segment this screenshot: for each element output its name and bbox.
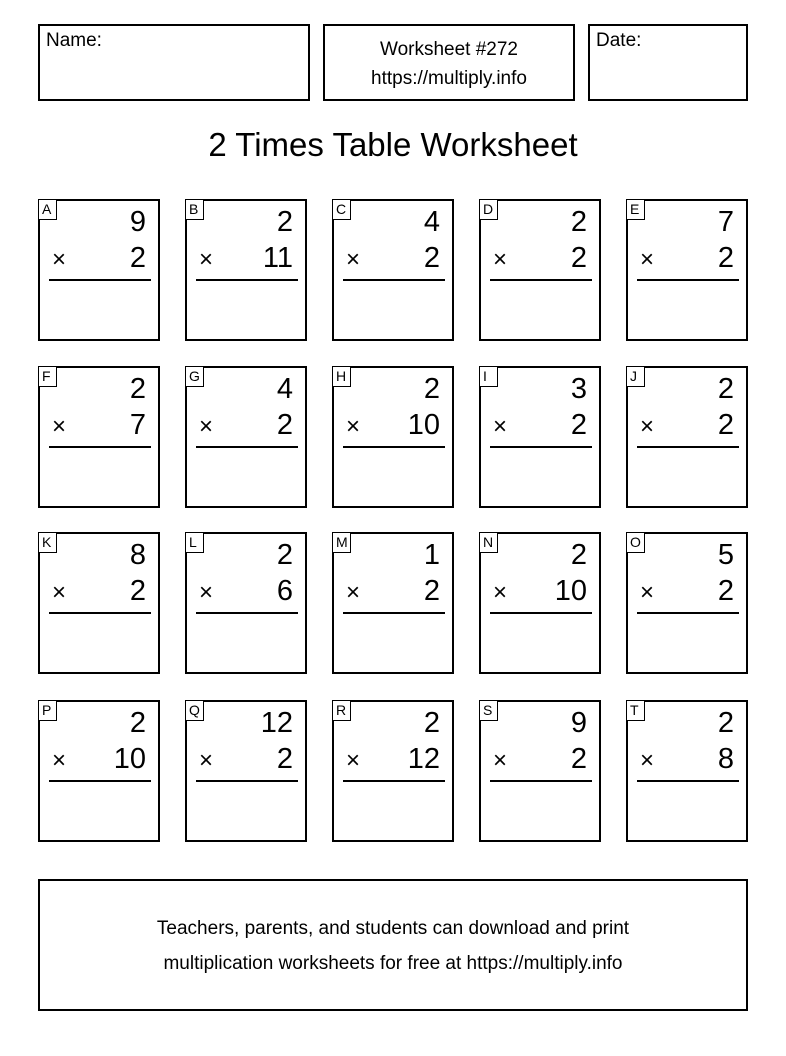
multiplier: 6: [276, 575, 293, 607]
multiplicand: 2: [570, 206, 587, 238]
multiplicand: 2: [129, 707, 146, 739]
multiplier: 2: [717, 575, 734, 607]
answer-line: [49, 446, 151, 448]
problem-letter: Q: [185, 700, 204, 721]
times-sign: ×: [52, 413, 67, 440]
multiplier: 2: [129, 575, 146, 607]
problem-card: [332, 700, 454, 842]
problem-letter: P: [38, 700, 57, 721]
problem-letter: T: [626, 700, 645, 721]
answer-line: [196, 279, 298, 281]
multiplicand: 1: [423, 539, 440, 571]
multiplier: 12: [407, 743, 440, 775]
times-sign: ×: [346, 246, 361, 273]
problem-card: [185, 366, 307, 508]
problem-card: [479, 199, 601, 341]
multiplier: 2: [570, 743, 587, 775]
footer-line-2: multiplication worksheets for free at https://multiply.info: [163, 953, 623, 974]
problem-card: [479, 532, 601, 674]
answer-line: [637, 279, 739, 281]
problem-letter: I: [479, 366, 498, 387]
multiplicand: 2: [423, 707, 440, 739]
times-sign: ×: [346, 579, 361, 606]
times-sign: ×: [52, 246, 67, 273]
multiplier: 8: [717, 743, 734, 775]
problem-letter: A: [38, 199, 57, 220]
multiplier: 2: [717, 409, 734, 441]
date-label: Date:: [596, 30, 642, 51]
times-sign: ×: [640, 747, 655, 774]
times-sign: ×: [199, 413, 214, 440]
multiplicand: 3: [570, 373, 587, 405]
multiplier: 7: [129, 409, 146, 441]
name-label: Name:: [46, 30, 102, 51]
worksheet-title: 2 Times Table Worksheet: [208, 126, 578, 163]
problem-card: [626, 199, 748, 341]
answer-line: [196, 446, 298, 448]
multiplier: 2: [276, 409, 293, 441]
multiplier: 11: [262, 242, 293, 274]
problem-letter: J: [626, 366, 645, 387]
multiplicand: 2: [570, 539, 587, 571]
multiplicand: 12: [260, 707, 293, 739]
problem-letter: G: [185, 366, 204, 387]
answer-line: [343, 279, 445, 281]
multiplicand: 2: [717, 707, 734, 739]
times-sign: ×: [199, 747, 214, 774]
worksheet-info-box: [323, 24, 575, 101]
problem-letter: L: [185, 532, 204, 553]
problem-letter: M: [332, 532, 351, 553]
answer-line: [196, 612, 298, 614]
multiplier: 2: [129, 242, 146, 274]
problem-card: [479, 366, 601, 508]
multiplicand: 9: [129, 206, 146, 238]
date-field-box[interactable]: [588, 24, 748, 101]
multiplicand: 2: [276, 539, 293, 571]
multiplicand: 7: [717, 206, 734, 238]
footer-line-1: Teachers, parents, and students can download and print: [156, 918, 630, 939]
name-field-box[interactable]: [38, 24, 310, 101]
problem-card: [626, 532, 748, 674]
problem-card: [185, 199, 307, 341]
multiplicand: 9: [570, 707, 587, 739]
times-sign: ×: [346, 413, 361, 440]
multiplier: 2: [423, 242, 440, 274]
multiplier: 2: [423, 575, 440, 607]
problem-card: [38, 366, 160, 508]
answer-line: [490, 612, 592, 614]
problem-letter: H: [332, 366, 351, 387]
problem-card: [38, 700, 160, 842]
problem-card: [332, 532, 454, 674]
answer-line: [490, 279, 592, 281]
answer-line: [196, 780, 298, 782]
problem-letter: K: [38, 532, 57, 553]
answer-line: [343, 612, 445, 614]
answer-line: [637, 612, 739, 614]
times-sign: ×: [52, 747, 67, 774]
problem-letter: B: [185, 199, 204, 220]
answer-line: [637, 780, 739, 782]
multiplier: 2: [717, 242, 734, 274]
multiplicand: 4: [276, 373, 293, 405]
problem-letter: F: [38, 366, 57, 387]
problem-card: [626, 366, 748, 508]
problem-card: [185, 532, 307, 674]
multiplier: 2: [276, 743, 293, 775]
answer-line: [343, 446, 445, 448]
multiplicand: 8: [129, 539, 146, 571]
problem-card: [626, 700, 748, 842]
answer-line: [49, 279, 151, 281]
footer-box: [38, 879, 748, 1011]
problem-letter: E: [626, 199, 645, 220]
problem-card: [38, 199, 160, 341]
multiplicand: 2: [276, 206, 293, 238]
problem-card: [38, 532, 160, 674]
times-sign: ×: [493, 747, 508, 774]
multiplier: 2: [570, 242, 587, 274]
multiplicand: 4: [423, 206, 440, 238]
times-sign: ×: [640, 246, 655, 273]
multiplicand: 5: [717, 539, 734, 571]
problem-letter: D: [479, 199, 498, 220]
answer-line: [490, 446, 592, 448]
times-sign: ×: [199, 579, 214, 606]
times-sign: ×: [493, 579, 508, 606]
multiplier: 10: [554, 575, 587, 607]
answer-line: [637, 446, 739, 448]
multiplicand: 2: [129, 373, 146, 405]
times-sign: ×: [346, 747, 361, 774]
problem-letter: S: [479, 700, 498, 721]
times-sign: ×: [493, 413, 508, 440]
problem-card: [185, 700, 307, 842]
problem-letter: C: [332, 199, 351, 220]
multiplier: 10: [113, 743, 146, 775]
problem-card: [479, 700, 601, 842]
problem-card: [332, 199, 454, 341]
problem-letter: O: [626, 532, 645, 553]
problem-letter: N: [479, 532, 498, 553]
multiplicand: 2: [717, 373, 734, 405]
multiplier: 2: [570, 409, 587, 441]
answer-line: [49, 780, 151, 782]
times-sign: ×: [493, 246, 508, 273]
times-sign: ×: [640, 413, 655, 440]
multiplicand: 2: [423, 373, 440, 405]
times-sign: ×: [52, 579, 67, 606]
answer-line: [490, 780, 592, 782]
times-sign: ×: [199, 246, 214, 273]
times-sign: ×: [640, 579, 655, 606]
worksheet-number: Worksheet #272: [379, 39, 518, 60]
answer-line: [343, 780, 445, 782]
answer-line: [49, 612, 151, 614]
problem-card: [332, 366, 454, 508]
problem-letter: R: [332, 700, 351, 721]
multiplier: 10: [407, 409, 440, 441]
worksheet-url: https://multiply.info: [371, 68, 527, 89]
